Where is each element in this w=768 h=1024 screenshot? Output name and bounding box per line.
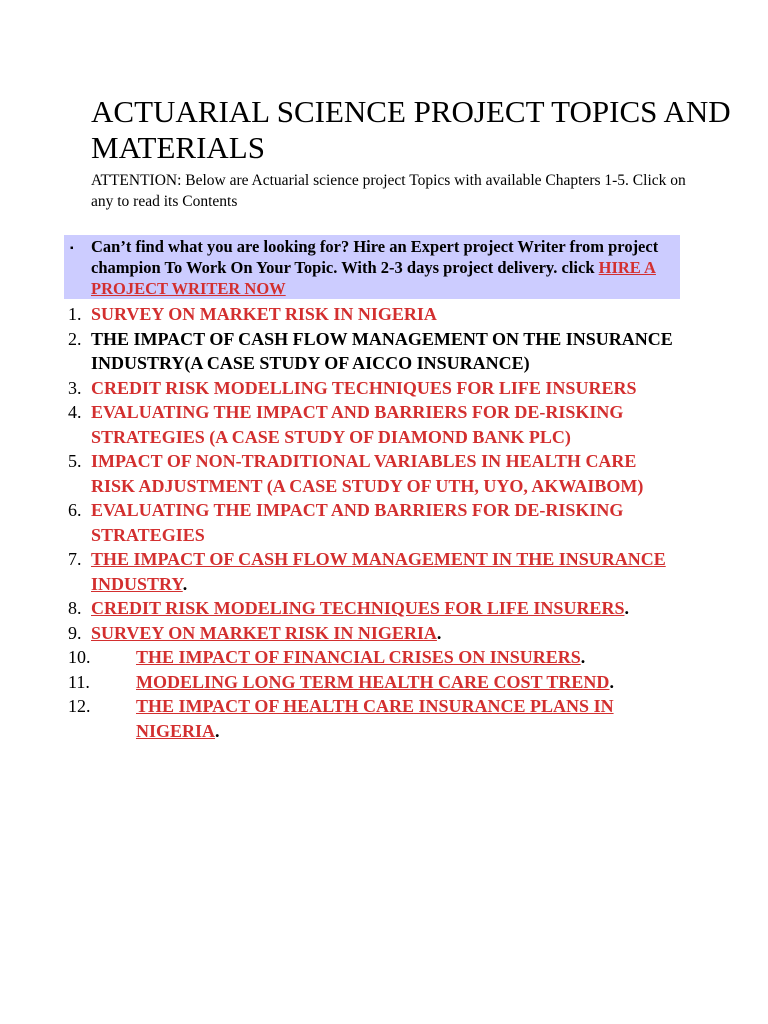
topic-link[interactable]: EVALUATING THE IMPACT AND BARRIERS FOR DE-RISKING STRATEGIES (A CASE STUDY OF DIAMOND BANK PLC) [91, 402, 624, 447]
topic-link[interactable]: MODELING LONG TERM HEALTH CARE COST TREND [136, 671, 610, 692]
topic-link[interactable]: THE IMPACT OF HEALTH CARE INSURANCE PLANS IN NIGERIA [136, 696, 614, 741]
topic-period: . [215, 720, 220, 741]
topic-number: 6. [68, 500, 82, 520]
callout-text [91, 236, 671, 299]
topic-number: 2. [68, 328, 82, 349]
topic-link[interactable]: IMPACT OF NON-TRADITIONAL VARIABLES IN HEALTH CARE RISK ADJUSTMENT (A CASE STUDY OF UTH, UYO, AKWAIBOM) [91, 451, 644, 496]
topic-link[interactable]: THE IMPACT OF CASH FLOW MANAGEMENT IN THE INSURANCE INDUSTRY [91, 549, 666, 594]
topic-number: 3. [68, 377, 82, 398]
topic-item [68, 449, 678, 498]
hire-writer-callout [64, 235, 680, 299]
topic-list [68, 302, 678, 743]
topic-link[interactable]: EVALUATING THE IMPACT AND BARRIERS FOR DE-RISKING STRATEGIES [91, 500, 624, 545]
topic-link[interactable]: THE IMPACT OF CASH FLOW MANAGEMENT ON THE INSURANCE INDUSTRY(A CASE STUDY OF AICCO INSURANCE) [91, 328, 673, 373]
topic-item [68, 670, 678, 695]
topic-number: 9. [68, 622, 82, 643]
topic-link[interactable]: THE IMPACT OF FINANCIAL CRISES ON INSURERS [136, 647, 581, 667]
topic-number: 1. [68, 304, 82, 324]
attention-paragraph: ATTENTION: Below are Actuarial science project Topics with available Chapters 1-5. Click on any to read its Contents [91, 172, 686, 210]
topic-period: . [436, 622, 442, 643]
topic-number: 10. [68, 647, 91, 667]
topic-link[interactable]: SURVEY ON MARKET RISK IN NIGERIA [91, 622, 437, 643]
topic-item [68, 400, 678, 449]
topic-period: . [624, 598, 629, 618]
topic-number: 4. [68, 402, 82, 422]
square-bullet-icon: ▪ [70, 243, 74, 254]
topic-item [68, 302, 678, 327]
topic-number: 12. [68, 696, 91, 716]
topic-link[interactable]: CREDIT RISK MODELLING TECHNIQUES FOR LIFE INSURERS [91, 377, 637, 398]
topic-item [68, 645, 678, 670]
topic-period: . [182, 573, 188, 594]
callout-message: Can’t find what you are looking for? Hire an Expert project Writer from project champion To Work On Your Topic. With 2-3 days project delivery. click [91, 237, 659, 277]
topic-item [68, 596, 678, 621]
topic-item [68, 376, 678, 401]
page-title: ACTUARIAL SCIENCE PROJECT TOPICS AND MATERIALS [91, 94, 731, 165]
topic-item [68, 547, 678, 596]
topic-number: 7. [68, 549, 82, 569]
topic-item [68, 694, 678, 743]
topic-item [68, 621, 678, 646]
topic-item [68, 498, 678, 547]
topic-number: 8. [68, 598, 82, 618]
hire-writer-link[interactable]: HIRE A PROJECT WRITER NOW [91, 258, 656, 298]
topic-number: 11. [68, 671, 90, 692]
topic-number: 5. [68, 451, 82, 471]
topic-link[interactable]: SURVEY ON MARKET RISK IN NIGERIA [91, 304, 437, 324]
topic-link[interactable]: CREDIT RISK MODELING TECHNIQUES FOR LIFE INSURERS [91, 598, 625, 618]
topic-period: . [609, 671, 614, 692]
topic-period: . [580, 647, 586, 667]
topic-item [68, 327, 678, 376]
